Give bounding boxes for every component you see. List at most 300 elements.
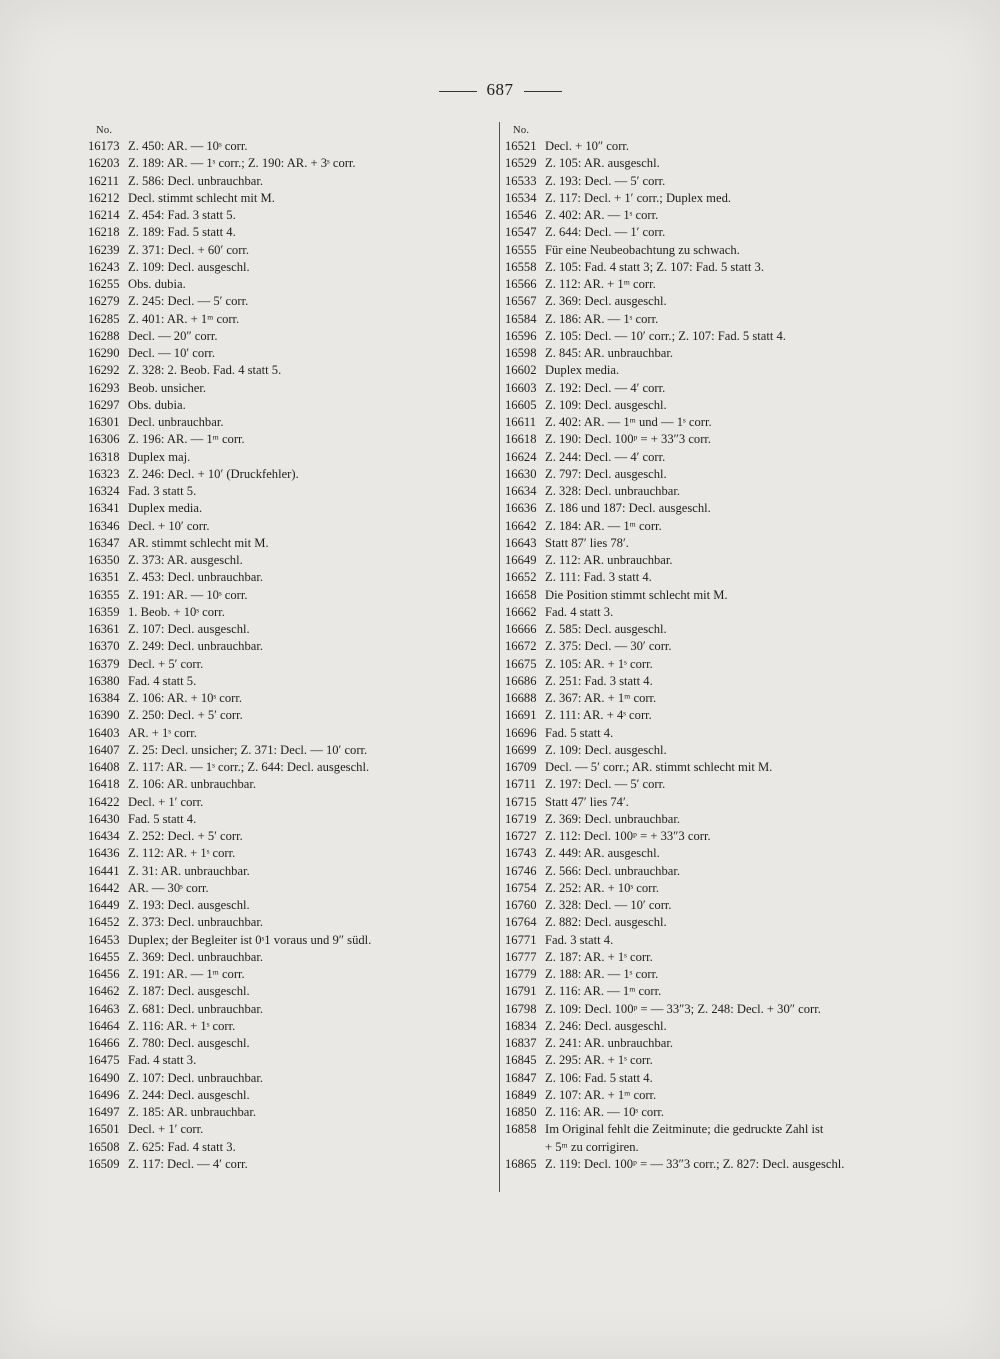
entry-number: 16418: [88, 777, 120, 792]
entry-text: Z. 185: AR. unbrauchbar.: [128, 1105, 257, 1119]
entry-text: Fad. 4 statt 3.: [128, 1053, 197, 1068]
entry-text: Z. 112: AR. + 1ˢ corr.: [128, 846, 236, 861]
list-item: [505, 587, 915, 604]
entry-text: Z. 109: Decl. ausgeschl.: [545, 397, 667, 412]
list-item: [505, 518, 915, 535]
entry-text: Z. 184: AR. — 1ᵐ corr.: [545, 518, 662, 533]
list-item: [505, 845, 915, 862]
entry-text: Z. 193: Decl. ausgeschl.: [128, 898, 250, 912]
list-item: [505, 362, 915, 379]
entry-text: AR. + 1ˢ corr.: [128, 725, 197, 740]
entry-text: Decl. + 1′ corr.: [128, 1122, 204, 1137]
page-number-text: 687: [486, 80, 514, 99]
entry-text: Z. 373: Decl. unbrauchbar.: [128, 915, 263, 930]
entry-number: 16686: [505, 673, 537, 688]
entry-number: 16422: [88, 794, 120, 809]
list-item: [88, 449, 493, 466]
list-item: [88, 466, 493, 483]
list-item: [88, 725, 493, 742]
entry-number: 16534: [505, 190, 537, 205]
entry-text: Duplex; der Begleiter ist 0ˢ1 voraus und 9″ südl.: [128, 932, 372, 947]
entry-number: 16359: [88, 604, 120, 619]
entry-text: Z. 107: Decl. ausgeschl.: [128, 622, 250, 636]
entry-number: 16666: [505, 622, 537, 636]
entry-number: 16462: [88, 984, 120, 999]
entry-text: Z. 586: Decl. unbrauchbar.: [128, 173, 263, 188]
entry-text: Z. 109: Decl. ausgeschl.: [128, 259, 250, 274]
entry-text: Z. 453: Decl. unbrauchbar.: [128, 570, 263, 585]
entry-text: Z. 845: AR. unbrauchbar.: [545, 346, 674, 360]
entry-text: Z. 187: AR. + 1ˢ corr.: [545, 949, 653, 964]
list-item: [505, 293, 915, 310]
entry-number: 16239: [88, 242, 120, 257]
list-item: [505, 1070, 915, 1087]
entry-number: 16434: [88, 829, 120, 843]
entry-number: 16292: [88, 363, 120, 378]
list-item: [505, 828, 915, 845]
entry-number: 16672: [505, 639, 537, 654]
list-item: [88, 1035, 493, 1052]
entry-number: 16318: [88, 449, 120, 464]
entry-text: Fad. 5 statt 4.: [545, 725, 614, 740]
entry-text: Decl. unbrauchbar.: [128, 415, 224, 429]
entry-text: Z. 681: Decl. unbrauchbar.: [128, 1001, 263, 1016]
entry-text: Z. 190: Decl. 100ᵖ = + 33″3 corr.: [545, 432, 712, 447]
entry-text: Z. 882: Decl. ausgeschl.: [545, 915, 667, 930]
entry-number: 16370: [88, 639, 120, 654]
entry-number: 16611: [505, 415, 537, 429]
entry-number: 16658: [505, 587, 537, 602]
entry-text: Z. 106: Fad. 5 statt 4.: [545, 1070, 653, 1085]
entry-text: Z. 116: AR. + 1ˢ corr.: [128, 1018, 236, 1033]
entry-text: Z. 375: Decl. — 30′ corr.: [545, 639, 672, 654]
list-item: [88, 518, 493, 535]
entry-text: Z. 625: Fad. 4 statt 3.: [128, 1139, 236, 1154]
entry-text: Z. 328: Decl. — 10′ corr.: [545, 898, 672, 912]
entry-text: Decl. + 10″ corr.: [545, 139, 630, 153]
entry-number: 16403: [88, 725, 120, 740]
entry-number: 16858: [505, 1122, 537, 1137]
entry-text: Decl. — 10′ corr.: [128, 346, 216, 360]
entry-number: 16598: [505, 346, 537, 360]
list-item: [88, 673, 493, 690]
entry-number: 16605: [505, 397, 537, 412]
entry-number: 16533: [505, 173, 537, 188]
list-item: [88, 759, 493, 776]
list-item: [505, 224, 915, 241]
entry-number: 16290: [88, 346, 120, 360]
left-column-header: No.: [96, 125, 113, 136]
list-item: [505, 690, 915, 707]
list-item: [88, 311, 493, 328]
entry-number: 16490: [88, 1070, 120, 1085]
entry-number: 16324: [88, 484, 120, 498]
entry-text: Z. 189: Fad. 5 statt 4.: [128, 225, 236, 240]
entry-text: Z. 449: AR. ausgeschl.: [545, 846, 660, 861]
list-item: [505, 173, 915, 190]
list-item: [505, 863, 915, 880]
list-item: [505, 604, 915, 621]
list-item: [505, 638, 915, 655]
entry-text: Z. 187: Decl. ausgeschl.: [128, 984, 250, 999]
list-item: [505, 431, 915, 448]
entry-text: Z. 105: Fad. 4 statt 3; Z. 107: Fad. 5 statt 3.: [545, 259, 764, 274]
list-item: [88, 1156, 493, 1173]
column-divider: [499, 122, 500, 1192]
list-item: [88, 1087, 493, 1104]
entry-number: 16727: [505, 829, 537, 843]
entry-number: 16452: [88, 915, 120, 930]
list-item: [505, 242, 915, 259]
entry-text: Z. 109: Decl. ausgeschl.: [545, 742, 667, 757]
entry-text: Z. 328: 2. Beob. Fad. 4 statt 5.: [128, 363, 282, 378]
entry-number: 16509: [88, 1156, 120, 1171]
page-number: [0, 80, 1000, 100]
entry-text: Z. 119: Decl. 100ᵖ = — 33″3 corr.; Z. 827: Decl. ausgeschl.: [545, 1156, 845, 1171]
entry-number: 16696: [505, 725, 537, 740]
entry-text: Z. 197: Decl. — 5′ corr.: [545, 777, 666, 792]
list-item: [505, 1018, 915, 1035]
entry-text: Decl. + 10′ corr.: [128, 518, 210, 533]
entry-number: 16212: [88, 190, 120, 205]
entry-text: Statt 87′ lies 78′.: [545, 535, 629, 550]
entry-number: 16791: [505, 984, 537, 999]
entry-text: Z. 105: Decl. — 10′ corr.; Z. 107: Fad. 5 statt 4.: [545, 328, 786, 343]
entry-number: 16323: [88, 466, 120, 481]
entry-text: Z. 644: Decl. — 1′ corr.: [545, 225, 666, 240]
entry-number: 16243: [88, 259, 120, 274]
entry-text: Z. 371: Decl. + 60′ corr.: [128, 242, 250, 257]
entry-text: Duplex media.: [128, 501, 203, 516]
entry-number: 16390: [88, 708, 120, 723]
entry-text: 1. Beob. + 10ˢ corr.: [128, 604, 225, 619]
entry-number: 16566: [505, 277, 537, 291]
list-item: [505, 138, 915, 155]
entry-number: 16850: [505, 1105, 537, 1119]
entry-number: 16837: [505, 1036, 537, 1050]
list-item: [88, 276, 493, 293]
entry-text: Z. 369: Decl. unbrauchbar.: [128, 949, 263, 964]
list-item: [88, 1121, 493, 1138]
list-item: [88, 638, 493, 655]
page-number-rule-left: [439, 91, 477, 92]
list-item: [88, 897, 493, 914]
list-item: [505, 155, 915, 172]
entry-number: 16798: [505, 1001, 537, 1016]
entry-number: 16214: [88, 208, 120, 222]
list-item: [88, 535, 493, 552]
list-item: [505, 742, 915, 759]
entry-number: 16630: [505, 466, 537, 481]
entry-text: Z. 295: AR. + 1ˢ corr.: [545, 1053, 653, 1068]
entry-text: Decl. — 5′ corr.; AR. stimmt schlecht mit M.: [545, 760, 773, 774]
list-item: [88, 1104, 493, 1121]
entry-number: 16341: [88, 501, 120, 516]
list-item: [505, 656, 915, 673]
entry-number: 16384: [88, 691, 120, 705]
entry-number: 16662: [505, 604, 537, 619]
entry-text: Z. 105: AR. + 1ˢ corr.: [545, 656, 653, 671]
list-item: [88, 380, 493, 397]
entry-text: Z. 117: Decl. + 1′ corr.; Duplex med.: [545, 190, 732, 205]
entry-number: 16496: [88, 1087, 120, 1102]
entry-number: 16711: [505, 777, 537, 792]
entry-number: 16497: [88, 1105, 120, 1119]
entry-text: Z. 112: AR. unbrauchbar.: [545, 553, 673, 567]
entry-text: Fad. 5 statt 4.: [128, 811, 197, 826]
list-item: [505, 932, 915, 949]
entry-text: Z. 369: Decl. unbrauchbar.: [545, 811, 680, 826]
right-column-header: No.: [513, 125, 530, 136]
entry-text: Z. 186: AR. — 1ˢ corr.: [545, 311, 659, 326]
entry-text: Z. 245: Decl. — 5′ corr.: [128, 294, 249, 309]
entry-number: 16475: [88, 1053, 120, 1068]
entry-text: Z. 189: AR. — 1ˢ corr.; Z. 190: AR. + 3ˢ corr.: [128, 156, 356, 171]
entry-number: 16173: [88, 139, 120, 153]
entry-number: 16203: [88, 156, 120, 171]
entry-number: 16361: [88, 622, 120, 636]
entry-number: 16675: [505, 656, 537, 671]
entry-number: 16350: [88, 553, 120, 567]
entry-number: 16602: [505, 363, 537, 378]
list-item: [505, 380, 915, 397]
entry-text: Z. 246: Decl. + 10′ (Druckfehler).: [128, 466, 299, 481]
list-item: [88, 242, 493, 259]
entry-text: Z. 252: Decl. + 5′ corr.: [128, 829, 243, 843]
list-item: [88, 794, 493, 811]
list-item: [88, 138, 493, 155]
list-item: [505, 1121, 915, 1156]
entry-text: Fad. 3 statt 5.: [128, 484, 197, 498]
entry-number: 16355: [88, 587, 120, 602]
entry-number: 16380: [88, 673, 120, 688]
entry-text: Z. 250: Decl. + 5′ corr.: [128, 708, 243, 723]
entry-number: 16567: [505, 294, 537, 309]
entry-text: Duplex maj.: [128, 449, 191, 464]
entry-text: Z. 186 und 187: Decl. ausgeschl.: [545, 501, 711, 516]
list-item: [88, 345, 493, 362]
list-item: [505, 449, 915, 466]
entry-number: 16743: [505, 846, 537, 861]
list-item: [88, 983, 493, 1000]
list-item: [505, 1087, 915, 1104]
entry-text: Z. 246: Decl. ausgeschl.: [545, 1018, 667, 1033]
entry-number: 16771: [505, 932, 537, 947]
entry-text: Z. 105: AR. ausgeschl.: [545, 156, 660, 171]
entry-number: 16293: [88, 380, 120, 395]
list-item: [505, 535, 915, 552]
list-item: [88, 293, 493, 310]
list-item: [88, 880, 493, 897]
list-item: [88, 362, 493, 379]
list-item: [505, 880, 915, 897]
entry-text: Z. 401: AR. + 1ᵐ corr.: [128, 311, 240, 326]
list-item: [88, 932, 493, 949]
entry-number: 16709: [505, 760, 537, 774]
list-item: [88, 500, 493, 517]
entry-number: 16453: [88, 932, 120, 947]
list-item: [88, 656, 493, 673]
entry-number: 16508: [88, 1139, 120, 1154]
entry-text: Fad. 4 statt 3.: [545, 604, 614, 619]
entry-text: Z. 585: Decl. ausgeschl.: [545, 622, 667, 636]
list-item: [505, 276, 915, 293]
entry-number: 16442: [88, 880, 120, 895]
list-item: [505, 707, 915, 724]
list-item: [88, 604, 493, 621]
entry-text: Z. 191: AR. — 1ᵐ corr.: [128, 967, 245, 981]
entry-number: 16865: [505, 1156, 537, 1171]
entry-number: 16218: [88, 225, 120, 240]
entry-text: Z. 402: AR. — 1ˢ corr.: [545, 208, 659, 222]
entry-number: 16546: [505, 208, 537, 222]
entry-number: 16436: [88, 846, 120, 861]
list-item: [505, 966, 915, 983]
entry-text: Z. 241: AR. unbrauchbar.: [545, 1036, 674, 1050]
list-item: [88, 552, 493, 569]
list-item: [505, 397, 915, 414]
entry-number: 16777: [505, 949, 537, 964]
list-item: [505, 1052, 915, 1069]
entry-number: 16379: [88, 656, 120, 671]
entry-number: 16521: [505, 139, 537, 153]
entry-number: 16441: [88, 863, 120, 878]
list-item: [505, 1104, 915, 1121]
list-item: [505, 569, 915, 586]
entry-text: Für eine Neubeobachtung zu schwach.: [545, 242, 740, 257]
entry-text: AR. stimmt schlecht mit M.: [128, 535, 269, 550]
entry-number: 16558: [505, 259, 537, 274]
entry-number: 16849: [505, 1087, 537, 1102]
entry-text: Fad. 4 statt 5.: [128, 673, 197, 688]
entry-text: Z. 252: AR. + 10ˢ corr.: [545, 880, 660, 895]
entry-number: 16642: [505, 518, 537, 533]
page-number-rule-right: [524, 91, 562, 92]
list-item: [505, 725, 915, 742]
entry-text: Z. 116: AR. — 10ˢ corr.: [545, 1105, 665, 1119]
list-item: [88, 173, 493, 190]
entry-text: Z. 107: AR. + 1ᵐ corr.: [545, 1087, 657, 1102]
entry-text: Z. 112: AR. + 1ᵐ corr.: [545, 277, 656, 291]
entry-text: Duplex media.: [545, 363, 620, 378]
entry-number: 16297: [88, 397, 120, 412]
list-item: [88, 569, 493, 586]
list-item: [505, 552, 915, 569]
entry-number: 16306: [88, 432, 120, 447]
entry-number: 16636: [505, 501, 537, 516]
entry-text: Z. 402: AR. — 1ᵐ und — 1ˢ corr.: [545, 415, 712, 429]
list-item: [88, 1139, 493, 1156]
entry-text: Z. 249: Decl. unbrauchbar.: [128, 639, 263, 654]
entry-text: Z. 31: AR. unbrauchbar.: [128, 863, 250, 878]
entry-number: 16699: [505, 742, 537, 757]
entry-number: 16351: [88, 570, 120, 585]
list-item: [88, 828, 493, 845]
entry-number: 16596: [505, 328, 537, 343]
entry-text: Fad. 3 statt 4.: [545, 932, 614, 947]
entry-text: Z. 192: Decl. — 4′ corr.: [545, 380, 666, 395]
list-item: [88, 1018, 493, 1035]
list-item: [505, 776, 915, 793]
entry-text: Decl. + 5′ corr.: [128, 656, 204, 671]
entry-text: Decl. — 20″ corr.: [128, 328, 218, 343]
list-item: [88, 690, 493, 707]
list-item: [505, 1001, 915, 1018]
list-item: [505, 794, 915, 811]
entry-number: 16634: [505, 484, 537, 498]
entry-number: 16408: [88, 760, 120, 774]
entry-number: 16603: [505, 380, 537, 395]
list-item: [505, 500, 915, 517]
entry-number: 16746: [505, 863, 537, 878]
list-item: [88, 1052, 493, 1069]
entry-text: Z. 107: Decl. unbrauchbar.: [128, 1070, 263, 1085]
entry-text: Die Position stimmt schlecht mit M.: [545, 587, 728, 602]
entry-text: Z. 450: AR. — 10ˢ corr.: [128, 139, 248, 153]
entry-number: 16649: [505, 553, 537, 567]
list-item: [505, 759, 915, 776]
entry-number: 16211: [88, 173, 120, 188]
list-item: [505, 673, 915, 690]
list-item: [505, 207, 915, 224]
list-item: [505, 190, 915, 207]
entry-number: 16779: [505, 967, 537, 981]
entry-number: 16834: [505, 1018, 537, 1033]
list-item: [88, 811, 493, 828]
list-item: [505, 259, 915, 276]
list-item: [88, 328, 493, 345]
entry-number: 16464: [88, 1018, 120, 1033]
entry-number: 16347: [88, 535, 120, 550]
entry-number: 16407: [88, 742, 120, 757]
entry-text: Z. 111: Fad. 3 statt 4.: [545, 570, 652, 585]
entry-text: Z. 188: AR. — 1ˢ corr.: [545, 967, 659, 981]
list-item: [88, 414, 493, 431]
entry-number: 16643: [505, 535, 537, 550]
entry-continuation: + 5ᵐ zu corrigiren.: [545, 1139, 639, 1154]
entry-text: Decl. stimmt schlecht mit M.: [128, 190, 275, 205]
entry-text: Z. 780: Decl. ausgeschl.: [128, 1036, 250, 1050]
list-item: [505, 466, 915, 483]
entry-text: Z. 251: Fad. 3 statt 4.: [545, 673, 653, 688]
list-item: [505, 311, 915, 328]
entry-text: Z. 797: Decl. ausgeschl.: [545, 466, 667, 481]
entry-number: 16501: [88, 1122, 120, 1137]
list-item: [88, 776, 493, 793]
entry-text: AR. — 30ˢ corr.: [128, 880, 209, 895]
entry-text: Z. 373: AR. ausgeschl.: [128, 553, 243, 567]
list-item: [88, 949, 493, 966]
list-item: [505, 914, 915, 931]
left-entry-list: [88, 138, 493, 1173]
entry-text: Z. 196: AR. — 1ᵐ corr.: [128, 432, 245, 447]
entry-text: Z. 191: AR. — 10ˢ corr.: [128, 587, 248, 602]
list-item: [88, 863, 493, 880]
list-item: [88, 707, 493, 724]
list-item: [88, 190, 493, 207]
entry-text: Z. 244: Decl. — 4′ corr.: [545, 449, 666, 464]
entry-text: Z. 111: AR. + 4ˢ corr.: [545, 708, 652, 723]
list-item: [505, 621, 915, 638]
list-item: [505, 483, 915, 500]
entry-number: 16555: [505, 242, 537, 257]
entry-text: Im Original fehlt die Zeitminute; die gedruckte Zahl ist: [545, 1122, 824, 1137]
right-entry-list: [505, 138, 915, 1173]
entry-text: Z. 369: Decl. ausgeschl.: [545, 294, 667, 309]
list-item: [505, 983, 915, 1000]
entry-number: 16346: [88, 518, 120, 533]
list-item: [505, 345, 915, 362]
